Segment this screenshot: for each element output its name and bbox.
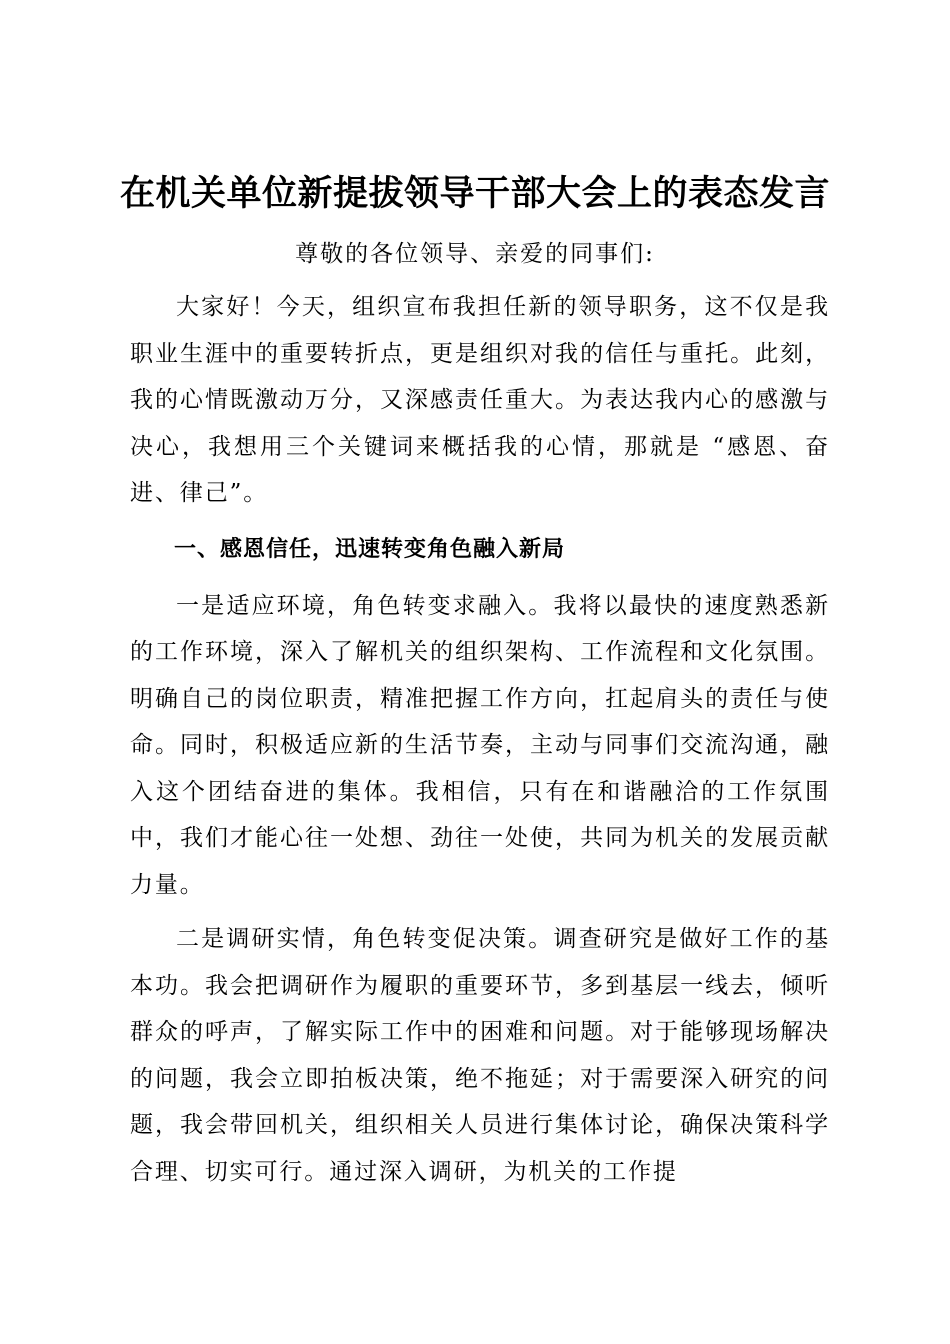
section-heading-1: 一、感恩信任，迅速转变角色融入新局 <box>174 536 566 562</box>
paragraph-intro: 大家好！今天，组织宣布我担任新的领导职务，这不仅是我职业生涯中的重要转折点，更是组织对我的信任与重托。此刻，我的心情既激动万分，又深感责任重大。为表达我内心的感激与决心，我想用三个关键词来概括我的心情，那就是 “感恩、奋进、律己”。 <box>130 294 830 506</box>
document-title: 在机关单位新提拔领导干部大会上的表态发言 <box>119 173 830 214</box>
paragraph-point-2: 二是调研实情，角色转变促决策。调查研究是做好工作的基本功。我会把调研作为履职的重要环节，多到基层一线去，倾听群众的呼声，了解实际工作中的困难和问题。对于能够现场解决的问题，我会立即拍板决策，绝不拖延；对于需要深入研究的问题，我会带回机关，组织相关人员进行集体讨论，确保决策科学合理、切实可行。通过深入调研，为机关的工作提 <box>130 926 830 1185</box>
paragraph-point-1: 一是适应环境，角色转变求融入。我将以最快的速度熟悉新的工作环境，深入了解机关的组织架构、工作流程和文化氛围。明确自己的岗位职责，精准把握工作方向，扛起肩头的责任与使命。同时，积极适应新的生活节奏，主动与同事们交流沟通，融入这个团结奋进的集体。我相信，只有在和谐融洽的工作氛围中，我们才能心往一处想、劲往一处使，共同为机关的发展贡献力量。 <box>130 592 830 898</box>
salutation: 尊敬的各位领导、亲爱的同事们: <box>295 241 655 267</box>
document-body <box>130 284 830 1203</box>
